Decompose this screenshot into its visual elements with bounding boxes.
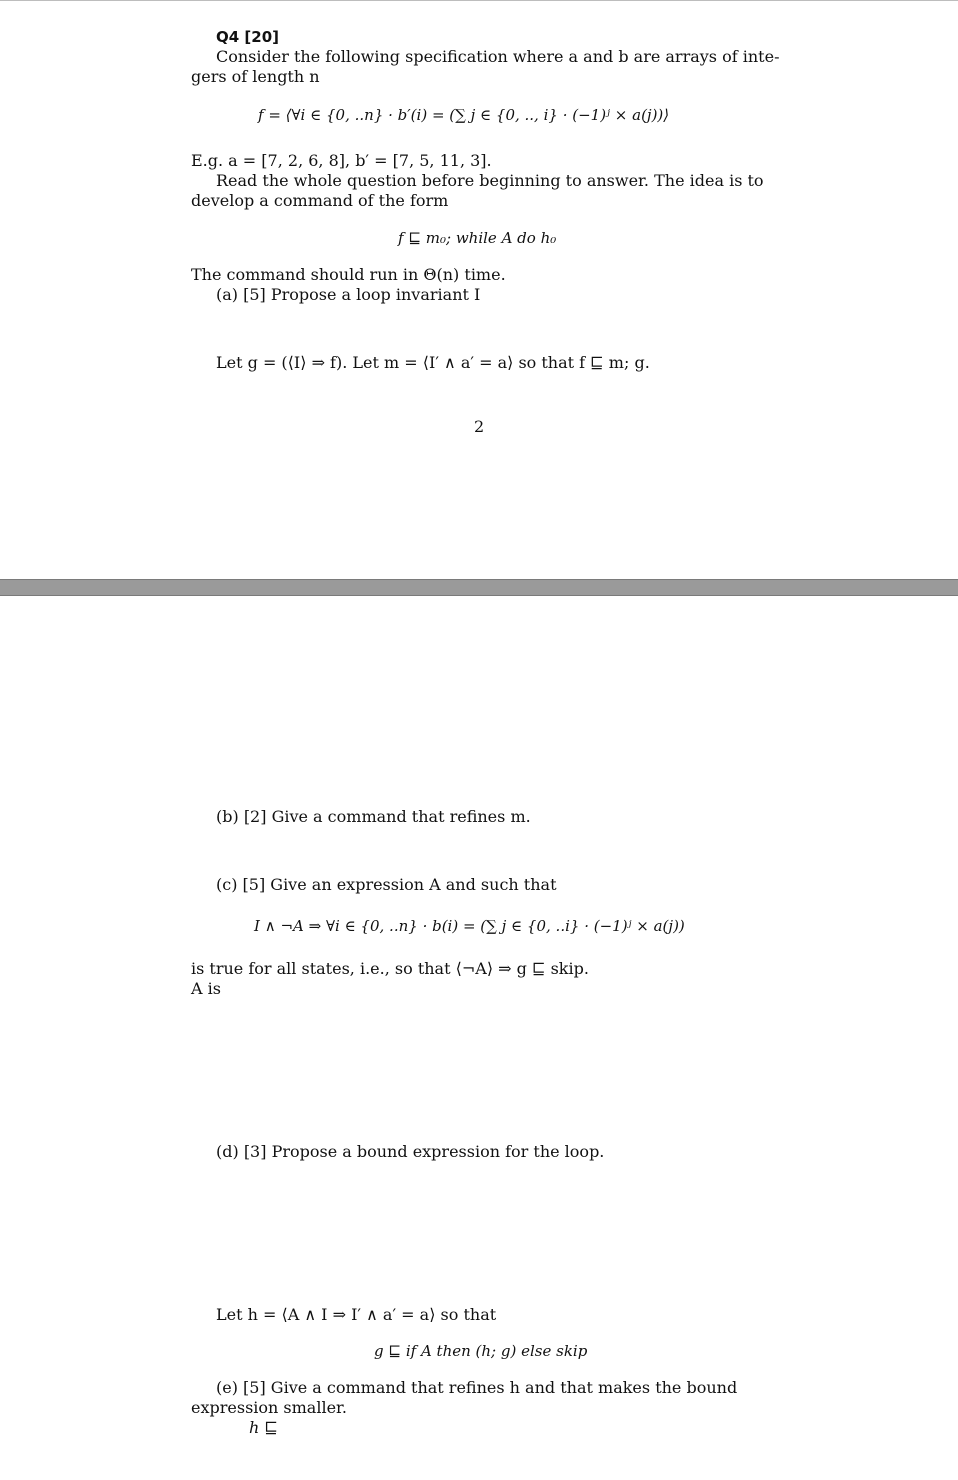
page-separator <box>0 579 958 596</box>
intro-line-1: Consider the following specification where a and b are arrays of inte- <box>216 47 780 66</box>
c-follow-line: is true for all states, i.e., so that ⟨¬A⟩ ⇒ g ⊑ skip. <box>191 959 589 978</box>
h-refines-line: h ⊑ <box>249 1418 278 1437</box>
part-e-line-1: (e) [5] Give a command that refines h and that makes the bound <box>216 1378 738 1397</box>
exam-page-1 <box>0 0 958 580</box>
part-a: (a) [5] Propose a loop invariant I <box>216 285 481 304</box>
example-line: E.g. a = [7, 2, 6, 8], b′ = [7, 5, 11, 3]. <box>191 151 492 170</box>
exam-page-2 <box>0 596 958 1480</box>
let-g-line: Let g = (⟨I⟩ ⇒ f). Let m = ⟨I′ ∧ a′ = a⟩ so that f ⊑ m; g. <box>216 353 650 372</box>
intro-line-2: gers of length n <box>191 67 320 86</box>
part-e-line-2: expression smaller. <box>191 1398 348 1417</box>
runtime-line: The command should run in Θ(n) time. <box>191 265 506 284</box>
spec-formula: f = ⟨∀i ∈ {0, ..n} · b′(i) = (∑ j ∈ {0, .., i} · (−1)ʲ × a(j))⟩ <box>258 106 670 124</box>
page-number: 2 <box>474 417 485 436</box>
if-line: g ⊑ if A then (h; g) else skip <box>374 1342 588 1360</box>
let-h-line: Let h = ⟨A ∧ I ⇒ I′ ∧ a′ = a⟩ so that <box>216 1305 497 1324</box>
part-c: (c) [5] Give an expression A and such that <box>216 875 557 894</box>
read-line-2: develop a command of the form <box>191 191 449 210</box>
command-form: f ⊑ m₀; while A do h₀ <box>398 229 557 247</box>
read-line-1: Read the whole question before beginning to answer. The idea is to <box>216 171 764 190</box>
part-b: (b) [2] Give a command that refines m. <box>216 807 531 826</box>
a-is-line: A is <box>191 979 221 998</box>
part-d: (d) [3] Propose a bound expression for the loop. <box>216 1142 605 1161</box>
c-formula: I ∧ ¬A ⇒ ∀i ∈ {0, ..n} · b(i) = (∑ j ∈ {0, ..i} · (−1)ʲ × a(j)) <box>254 917 685 935</box>
question-heading: Q4 [20] <box>216 28 279 46</box>
